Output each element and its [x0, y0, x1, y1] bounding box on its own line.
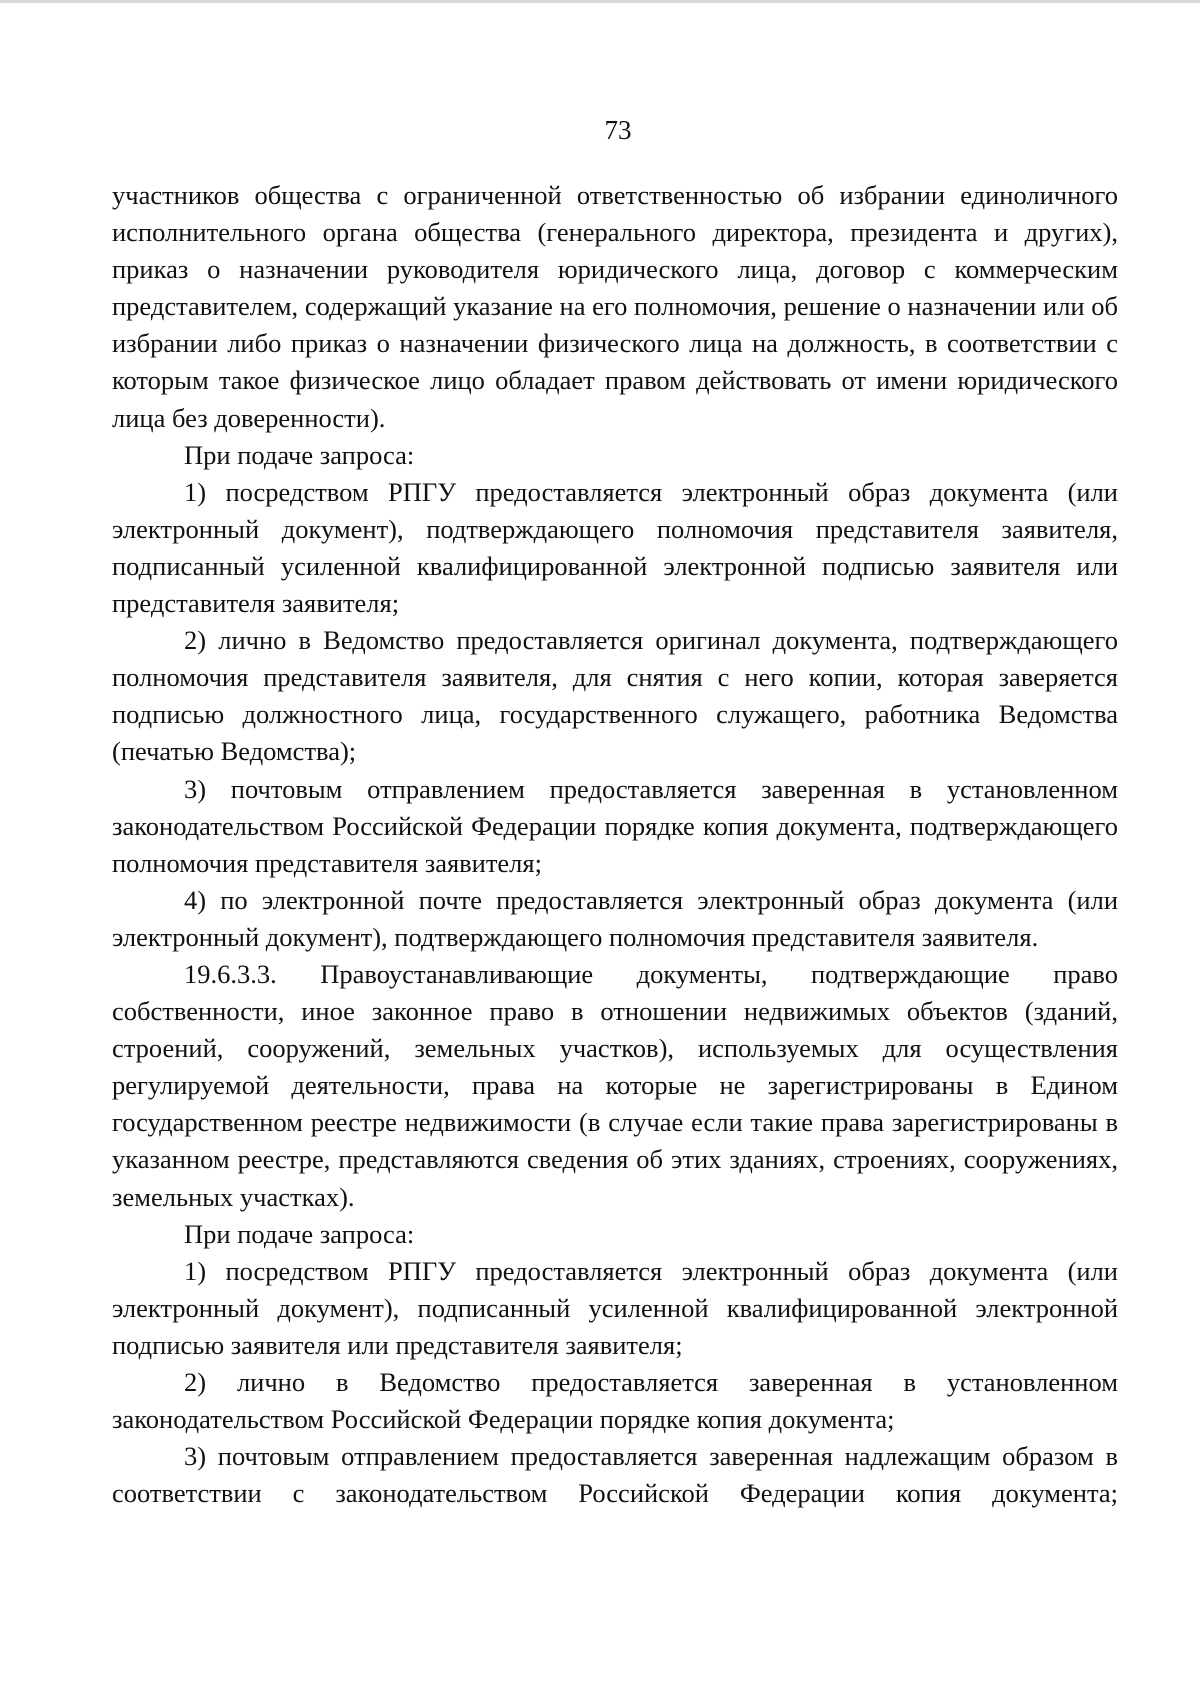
page-number: 73: [604, 115, 632, 145]
list-item: 4) по электронной почте предоставляется электронный образ документа (или электронный документ), подтверждающего полномочия представителя заявителя.: [112, 884, 1118, 952]
scan-top-edge: [0, 0, 1200, 3]
list-item: 1) посредством РПГУ предоставляется электронный образ документа (или электронный документ), подтверждающего полномочия представителя заявителя, подписанный усиленной квалифицированной электронной подписью заявителя или представителя заявителя;: [112, 476, 1118, 619]
document-body: [112, 177, 1118, 1512]
list-item: 1) посредством РПГУ предоставляется электронный образ документа (или электронный документ), подписанный усиленной квалифицированной электронной подписью заявителя или представителя заявителя;: [112, 1255, 1118, 1360]
section-paragraph-19-6-3-3: 19.6.3.3. Правоустанавливающие документы, подтверждающие право собственности, иное законное право в отношении недвижимых объектов (зданий, строений, сооружений, земельных участков), используемых для осуществления регулируемой деятельности, права на которые не зарегистрированы в Едином государственном реестре недвижимости (в случае если такие права зарегистрированы в указанном реестре, представляются сведения об этих зданиях, строениях, сооружениях, земельных участках).: [112, 958, 1118, 1212]
paragraph: участников общества с ограниченной ответственностью об избрании единоличного исполнительного органа общества (генерального директора, президента и других), приказ о назначении руководителя юридического лица, договор с коммерческим представителем, содержащий указание на его полномочия, решение о назначении или об избрании либо приказ о назначении физического лица на должность, в соответствии с которым такое физическое лицо обладает правом действовать от имени юридического лица без доверенности).: [112, 180, 1118, 433]
list-item: 2) лично в Ведомство предоставляется заверенная в установленном законодательством Российской Федерации порядке копия документа;: [112, 1367, 1118, 1435]
paragraph-heading-submission: При подаче запроса:: [184, 439, 415, 470]
list-item: 3) почтовым отправлением предоставляется заверенная надлежащим образом в соответствии с законодательством Российской Федерации копия документа;: [112, 1441, 1118, 1509]
paragraph-heading-submission: При подаче запроса:: [184, 1218, 415, 1249]
list-item: 2) лично в Ведомство предоставляется оригинал документа, подтверждающего полномочия представителя заявителя, для снятия с него копии, которая заверяется подписью должностного лица, государственного служащего, работника Ведомства (печатью Ведомства);: [112, 625, 1118, 767]
list-item: 3) почтовым отправлением предоставляется заверенная в установленном законодательством Российской Федерации порядке копия документа, подтверждающего полномочия представителя заявителя;: [112, 773, 1118, 878]
